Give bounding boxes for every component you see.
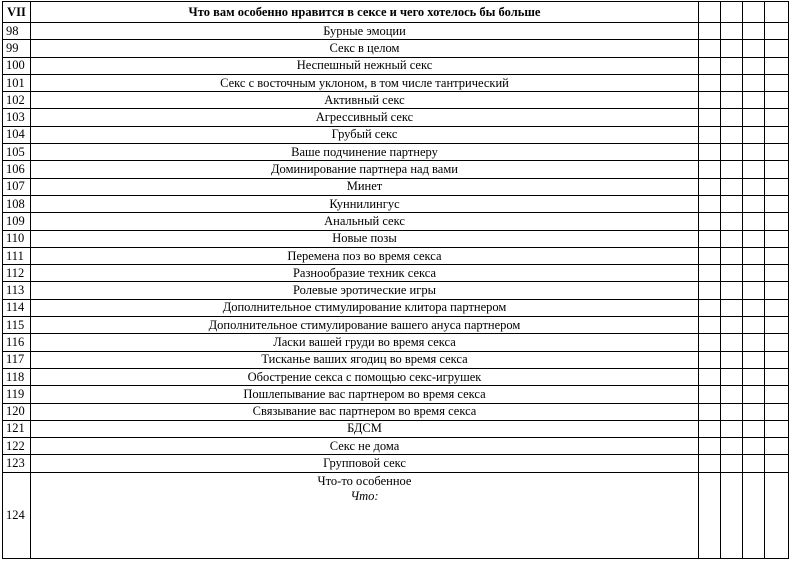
answer-cell-3[interactable]	[743, 334, 765, 351]
answer-cell-3[interactable]	[743, 455, 765, 472]
question-row	[3, 109, 789, 126]
answer-cell-2[interactable]	[721, 420, 743, 437]
answer-cell-3[interactable]	[743, 74, 765, 91]
answer-cell-1[interactable]	[699, 57, 721, 74]
answer-cell-3[interactable]	[743, 109, 765, 126]
section-number: VII	[3, 2, 31, 23]
answer-cell-3[interactable]	[743, 195, 765, 212]
question-text: Бурные эмоции	[31, 23, 699, 40]
answer-cell-1[interactable]	[699, 144, 721, 161]
answer-cell-1[interactable]	[699, 74, 721, 91]
question-text-open[interactable]	[31, 472, 699, 558]
question-number: 110	[3, 230, 31, 247]
answer-cell-3[interactable]	[743, 247, 765, 264]
answer-cell-3[interactable]	[743, 368, 765, 385]
answer-cell-2[interactable]	[721, 386, 743, 403]
answer-cell-2[interactable]	[721, 213, 743, 230]
question-text: Обострение секса с помощью секс-игрушек	[31, 368, 699, 385]
question-text: Ролевые эротические игры	[31, 282, 699, 299]
answer-cell-3[interactable]	[743, 386, 765, 403]
question-row	[3, 403, 789, 420]
question-text: Тисканье ваших ягодиц во время секса	[31, 351, 699, 368]
question-text: Анальный секс	[31, 213, 699, 230]
question-row	[3, 351, 789, 368]
question-row-open	[3, 472, 789, 558]
answer-cell-3[interactable]	[743, 213, 765, 230]
answer-cell-2[interactable]	[721, 438, 743, 455]
answer-cell-3[interactable]	[743, 57, 765, 74]
question-text: БДСМ	[31, 420, 699, 437]
question-row	[3, 57, 789, 74]
question-row	[3, 334, 789, 351]
answer-cell-2[interactable]	[721, 265, 743, 282]
question-number: 99	[3, 40, 31, 57]
question-number: 117	[3, 351, 31, 368]
question-text: Секс в целом	[31, 40, 699, 57]
question-text: Ваше подчинение партнеру	[31, 144, 699, 161]
question-row	[3, 299, 789, 316]
answer-cell-4[interactable]	[765, 230, 789, 247]
question-row	[3, 23, 789, 40]
what-field-label: Что:	[350, 488, 379, 503]
question-row	[3, 386, 789, 403]
question-number: 114	[3, 299, 31, 316]
answer-cell-4[interactable]	[765, 438, 789, 455]
answer-cell-4[interactable]	[765, 265, 789, 282]
question-row	[3, 213, 789, 230]
question-row	[3, 74, 789, 91]
question-text: Грубый секс	[31, 126, 699, 143]
answer-cell-2[interactable]	[721, 144, 743, 161]
answer-cell-1[interactable]	[699, 438, 721, 455]
question-number: 106	[3, 161, 31, 178]
answer-cell-1[interactable]	[699, 351, 721, 368]
answer-cell-4[interactable]	[765, 472, 789, 558]
question-row	[3, 455, 789, 472]
answer-cell-3[interactable]	[743, 299, 765, 316]
answer-cell-2[interactable]	[721, 247, 743, 264]
answer-cell-4[interactable]	[765, 455, 789, 472]
answer-cell-3[interactable]	[743, 178, 765, 195]
answer-cell-1[interactable]	[699, 213, 721, 230]
question-row	[3, 178, 789, 195]
answer-cell-4[interactable]	[765, 386, 789, 403]
answer-cell-4[interactable]	[765, 317, 789, 334]
answer-cell-3[interactable]	[743, 438, 765, 455]
answer-cell-1[interactable]	[699, 368, 721, 385]
answer-cell-2[interactable]	[721, 178, 743, 195]
section-title: Что вам особенно нравится в сексе и чего хотелось бы больше	[31, 2, 699, 23]
question-text: Перемена поз во время секса	[31, 247, 699, 264]
answer-cell-1[interactable]	[699, 230, 721, 247]
answer-cell-1[interactable]	[699, 265, 721, 282]
answer-cell-2[interactable]	[721, 368, 743, 385]
question-text: Секс с восточным уклоном, в том числе тантрический	[31, 74, 699, 91]
question-text: Агрессивный секс	[31, 109, 699, 126]
question-text: Групповой секс	[31, 455, 699, 472]
answer-cell-4[interactable]	[765, 351, 789, 368]
answer-cell-4[interactable]	[765, 126, 789, 143]
answer-column-header-2	[721, 2, 743, 23]
question-row	[3, 195, 789, 212]
question-number: 108	[3, 195, 31, 212]
answer-cell-4[interactable]	[765, 92, 789, 109]
answer-cell-1[interactable]	[699, 386, 721, 403]
question-text: Дополнительное стимулирование вашего ануса партнером	[31, 317, 699, 334]
question-number: 103	[3, 109, 31, 126]
question-row	[3, 368, 789, 385]
question-row	[3, 144, 789, 161]
answer-cell-3[interactable]	[743, 92, 765, 109]
question-row	[3, 230, 789, 247]
answer-cell-2[interactable]	[721, 92, 743, 109]
question-row	[3, 40, 789, 57]
question-row	[3, 161, 789, 178]
answer-cell-2[interactable]	[721, 23, 743, 40]
answer-cell-2[interactable]	[721, 161, 743, 178]
answer-cell-1[interactable]	[699, 126, 721, 143]
answer-cell-4[interactable]	[765, 299, 789, 316]
answer-cell-3[interactable]	[743, 351, 765, 368]
answer-cell-4[interactable]	[765, 420, 789, 437]
answer-cell-4[interactable]	[765, 213, 789, 230]
question-row	[3, 317, 789, 334]
question-row	[3, 126, 789, 143]
answer-cell-1[interactable]	[699, 334, 721, 351]
answer-cell-4[interactable]	[765, 161, 789, 178]
question-text: Новые позы	[31, 230, 699, 247]
question-text: Неспешный нежный секс	[31, 57, 699, 74]
answer-cell-3[interactable]	[743, 40, 765, 57]
answer-cell-3[interactable]	[743, 472, 765, 558]
answer-cell-3[interactable]	[743, 126, 765, 143]
answer-cell-4[interactable]	[765, 247, 789, 264]
answer-cell-4[interactable]	[765, 178, 789, 195]
answer-cell-4[interactable]	[765, 74, 789, 91]
answer-cell-4[interactable]	[765, 195, 789, 212]
question-number: 113	[3, 282, 31, 299]
answer-cell-4[interactable]	[765, 282, 789, 299]
question-text: Разнообразие техник секса	[31, 265, 699, 282]
answer-cell-1[interactable]	[699, 472, 721, 558]
question-row	[3, 265, 789, 282]
answer-cell-1[interactable]	[699, 299, 721, 316]
question-text: Доминирование партнера над вами	[31, 161, 699, 178]
answer-cell-3[interactable]	[743, 161, 765, 178]
answer-cell-3[interactable]	[743, 282, 765, 299]
question-number: 121	[3, 420, 31, 437]
answer-column-header-4	[765, 2, 789, 23]
question-row	[3, 420, 789, 437]
answer-cell-3[interactable]	[743, 420, 765, 437]
question-number: 112	[3, 265, 31, 282]
question-number: 111	[3, 247, 31, 264]
answer-cell-2[interactable]	[721, 299, 743, 316]
answer-cell-2[interactable]	[721, 74, 743, 91]
question-number: 104	[3, 126, 31, 143]
answer-cell-2[interactable]	[721, 57, 743, 74]
question-number: 119	[3, 386, 31, 403]
question-number: 109	[3, 213, 31, 230]
question-number: 100	[3, 57, 31, 74]
question-text: Дополнительное стимулирование клитора партнером	[31, 299, 699, 316]
answer-cell-2[interactable]	[721, 195, 743, 212]
table-header-row	[3, 2, 789, 23]
answer-cell-2[interactable]	[721, 40, 743, 57]
question-row	[3, 438, 789, 455]
answer-column-header-1	[699, 2, 721, 23]
question-number: 116	[3, 334, 31, 351]
answer-cell-4[interactable]	[765, 40, 789, 57]
question-number: 123	[3, 455, 31, 472]
answer-cell-1[interactable]	[699, 317, 721, 334]
answer-cell-2[interactable]	[721, 455, 743, 472]
question-text: Секс не дома	[31, 438, 699, 455]
answer-cell-2[interactable]	[721, 230, 743, 247]
question-number: 118	[3, 368, 31, 385]
question-number: 101	[3, 74, 31, 91]
question-row	[3, 282, 789, 299]
answer-cell-1[interactable]	[699, 403, 721, 420]
question-number: 120	[3, 403, 31, 420]
answer-column-header-3	[743, 2, 765, 23]
answer-cell-1[interactable]	[699, 455, 721, 472]
answer-cell-4[interactable]	[765, 144, 789, 161]
answer-cell-2[interactable]	[721, 472, 743, 558]
question-number: 105	[3, 144, 31, 161]
answer-cell-1[interactable]	[699, 92, 721, 109]
answer-cell-2[interactable]	[721, 351, 743, 368]
answer-cell-4[interactable]	[765, 368, 789, 385]
question-number: 107	[3, 178, 31, 195]
question-text: Минет	[31, 178, 699, 195]
answer-cell-3[interactable]	[743, 144, 765, 161]
question-number: 115	[3, 317, 31, 334]
answer-cell-1[interactable]	[699, 195, 721, 212]
answer-cell-1[interactable]	[699, 282, 721, 299]
answer-cell-1[interactable]	[699, 23, 721, 40]
answer-cell-2[interactable]	[721, 317, 743, 334]
answer-cell-1[interactable]	[699, 40, 721, 57]
answer-cell-3[interactable]	[743, 230, 765, 247]
answer-cell-1[interactable]	[699, 161, 721, 178]
answer-cell-1[interactable]	[699, 420, 721, 437]
answer-cell-4[interactable]	[765, 23, 789, 40]
question-text: Связывание вас партнером во время секса	[31, 403, 699, 420]
answer-cell-2[interactable]	[721, 126, 743, 143]
answer-cell-1[interactable]	[699, 109, 721, 126]
answer-cell-4[interactable]	[765, 334, 789, 351]
answer-cell-4[interactable]	[765, 109, 789, 126]
answer-cell-2[interactable]	[721, 403, 743, 420]
answer-cell-3[interactable]	[743, 265, 765, 282]
answer-cell-2[interactable]	[721, 334, 743, 351]
answer-cell-3[interactable]	[743, 403, 765, 420]
question-number: 124	[3, 472, 31, 558]
answer-cell-2[interactable]	[721, 282, 743, 299]
question-number: 102	[3, 92, 31, 109]
answer-cell-4[interactable]	[765, 403, 789, 420]
question-number: 98	[3, 23, 31, 40]
answer-cell-2[interactable]	[721, 109, 743, 126]
answer-cell-1[interactable]	[699, 247, 721, 264]
question-row	[3, 92, 789, 109]
question-row	[3, 247, 789, 264]
answer-cell-3[interactable]	[743, 317, 765, 334]
question-number: 122	[3, 438, 31, 455]
answer-cell-3[interactable]	[743, 23, 765, 40]
answer-cell-4[interactable]	[765, 57, 789, 74]
answer-cell-1[interactable]	[699, 178, 721, 195]
question-text: Ласки вашей груди во время секса	[31, 334, 699, 351]
question-text: Куннилингус	[31, 195, 699, 212]
questionnaire-table	[2, 1, 789, 559]
question-text: Пошлепывание вас партнером во время секса	[31, 386, 699, 403]
open-question-label: Что-то особенное	[317, 473, 412, 488]
question-text: Активный секс	[31, 92, 699, 109]
